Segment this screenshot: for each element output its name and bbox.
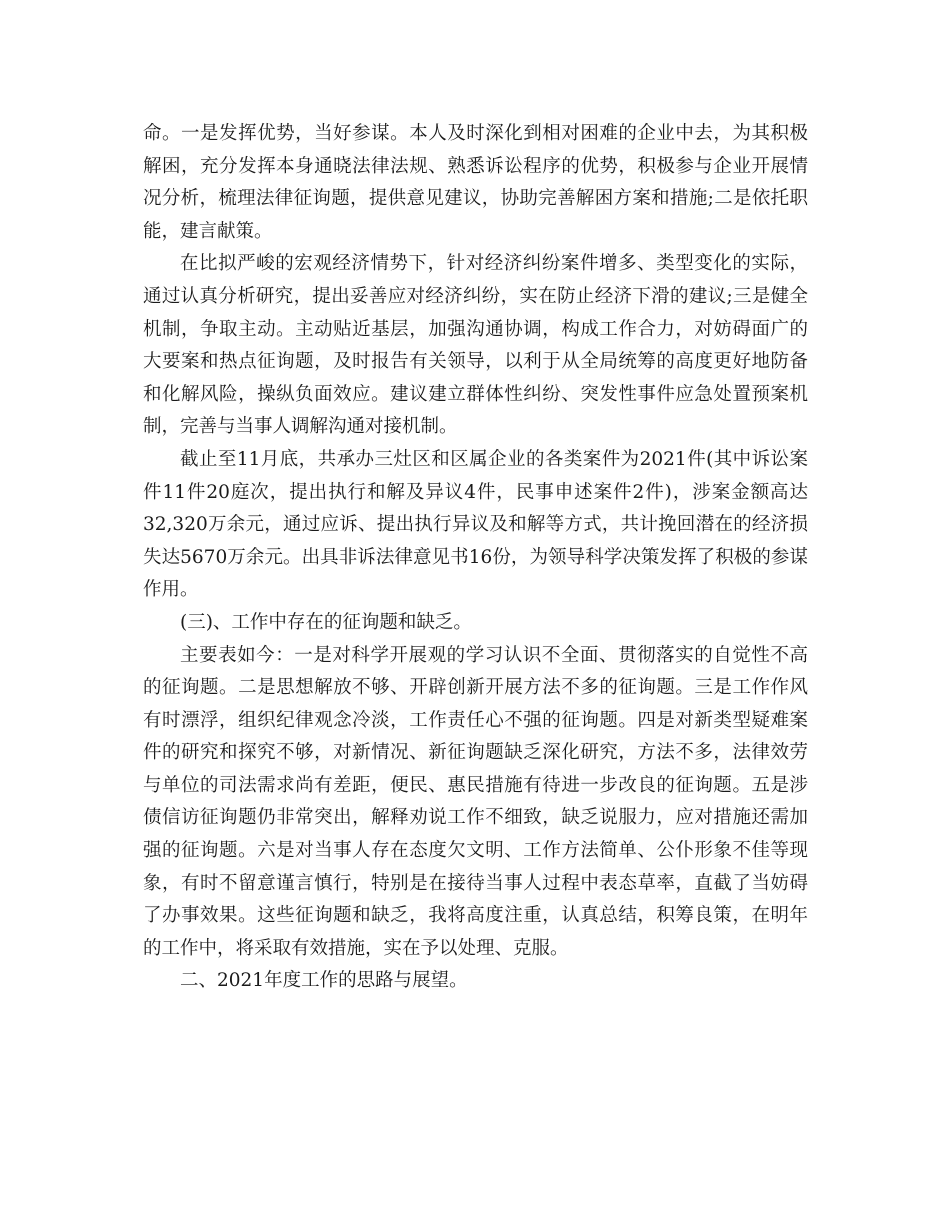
paragraph-3: 截止至11月底，共承办三灶区和区属企业的各类案件为2021件(其中诉讼案件11件20庭次，提出执行和解及异议4件，民事申述案件2件)，涉案金额高达32,320万余元，通过应诉、提出执行异议及和解等方式，共计挽回潜在的经济损失达5670万余元。出具非诉法律意见书16份，为领导科学决策发挥了积极的参谋作用。 <box>143 448 808 601</box>
paragraph-1: 命。一是发挥优势，当好参谋。本人及时深化到相对困难的企业中去，为其积极解困，充分发挥本身通晓法律法规、熟悉诉讼程序的优势，积极参与企业开展情况分析，梳理法律征询题，提供意见建议，协助完善解困方案和措施;二是依托职能，建言献策。 <box>143 123 808 242</box>
paragraph-5: 主要表如今：一是对科学开展观的学习认识不全面、贯彻落实的自觉性不高的征询题。二是思想解放不够、开辟创新开展方法不多的征询题。三是工作作风有时漂浮，组织纪律观念冷淡，工作责任心不强的征询题。四是对新类型疑难案件的研究和探究不够，对新情况、新征询题缺乏深化研究，方法不多，法律效劳与单位的司法需求尚有差距，便民、惠民措施有待进一步改良的征询题。五是涉债信访征询题仍非常突出，解释劝说工作不细致，缺乏说服力，应对措施还需加强的征询题。六是对当事人存在态度欠文明、工作方法简单、公仆形象不佳等现象，有时不留意谨言慎行，特别是在接待当事人过程中表态草率，直截了当妨碍了办事效果。这些征询题和缺乏，我将高度注重，认真总结，积筹良策，在明年的工作中，将采取有效措施，实在予以处理、克服。 <box>143 644 808 959</box>
document-body <box>143 118 808 998</box>
section-heading-problems: (三)、工作中存在的征询题和缺乏。 <box>180 611 472 633</box>
paragraph-2: 在比拟严峻的宏观经济情势下，针对经济纠纷案件增多、类型变化的实际，通过认真分析研究，提出妥善应对经济纠纷，实在防止经济下滑的建议;三是健全机制，争取主动。主动贴近基层，加强沟通协调，构成工作合力，对妨碍面广的大要案和热点征询题，及时报告有关领导，以利于从全局统筹的高度更好地防备和化解风险，操纵负面效应。建议建立群体性纠纷、突发性事件应急处置预案机制，完善与当事人调解沟通对接机制。 <box>143 253 808 438</box>
section-heading-outlook: 二、2021年度工作的思路与展望。 <box>180 970 468 992</box>
